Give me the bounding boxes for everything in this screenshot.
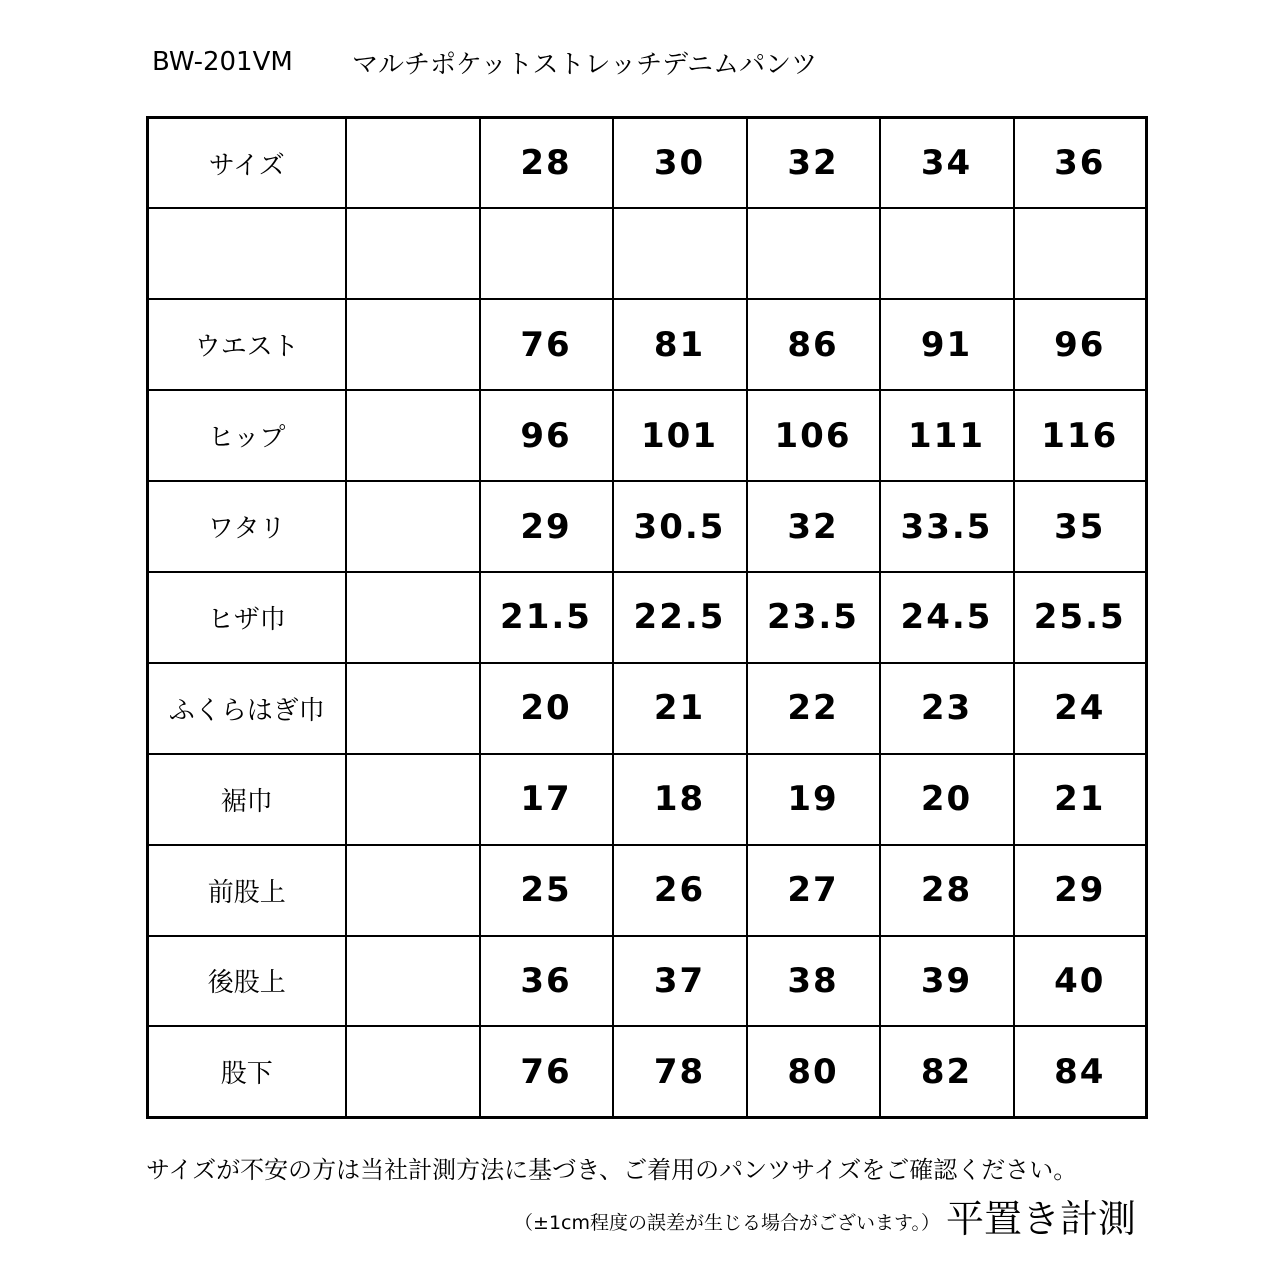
value-cell: 116 bbox=[1014, 390, 1147, 481]
table-row bbox=[148, 936, 1147, 1027]
row-note bbox=[346, 572, 480, 663]
value-cell: 25 bbox=[480, 845, 613, 936]
value-cell: 20 bbox=[480, 663, 613, 754]
value-cell: 29 bbox=[480, 481, 613, 572]
row-note bbox=[346, 299, 480, 390]
value-cell: 111 bbox=[880, 390, 1014, 481]
value-cell: 33.5 bbox=[880, 481, 1014, 572]
row-label: 裾巾 bbox=[148, 754, 346, 845]
value-cell: 80 bbox=[747, 1026, 880, 1117]
value-cell: 19 bbox=[747, 754, 880, 845]
value-cell: 28 bbox=[880, 845, 1014, 936]
footer-line2 bbox=[514, 1188, 1136, 1243]
value-cell: 35 bbox=[1014, 481, 1147, 572]
value-cell: 38 bbox=[747, 936, 880, 1027]
table-row bbox=[148, 845, 1147, 936]
value-cell: 26 bbox=[613, 845, 747, 936]
row-label bbox=[148, 208, 346, 299]
value-cell bbox=[1014, 208, 1147, 299]
value-cell bbox=[480, 208, 613, 299]
value-cell bbox=[613, 208, 747, 299]
size-table-body bbox=[148, 118, 1147, 1118]
table-row bbox=[148, 663, 1147, 754]
tolerance-note: （±1cm程度の誤差が生じる場合がございます。） bbox=[514, 1212, 940, 1234]
value-cell: 27 bbox=[747, 845, 880, 936]
value-cell: 23.5 bbox=[747, 572, 880, 663]
value-cell: 25.5 bbox=[1014, 572, 1147, 663]
row-label: ウエスト bbox=[148, 299, 346, 390]
table-row bbox=[148, 390, 1147, 481]
value-cell: 21 bbox=[613, 663, 747, 754]
row-label: サイズ bbox=[148, 118, 346, 209]
value-cell: 21.5 bbox=[480, 572, 613, 663]
value-cell: 34 bbox=[880, 118, 1014, 209]
row-note bbox=[346, 845, 480, 936]
value-cell: 37 bbox=[613, 936, 747, 1027]
value-cell: 96 bbox=[480, 390, 613, 481]
table-row bbox=[148, 754, 1147, 845]
row-label: ふくらはぎ巾 bbox=[148, 663, 346, 754]
row-label: ヒップ bbox=[148, 390, 346, 481]
table-row bbox=[148, 1026, 1147, 1117]
table-row bbox=[148, 118, 1147, 209]
value-cell: 17 bbox=[480, 754, 613, 845]
value-cell: 84 bbox=[1014, 1026, 1147, 1117]
value-cell: 24 bbox=[1014, 663, 1147, 754]
size-guidance-note: サイズが不安の方は当社計測方法に基づき、ご着用のパンツサイズをご確認ください。 bbox=[146, 1156, 1078, 1184]
size-table bbox=[146, 116, 1148, 1119]
value-cell bbox=[880, 208, 1014, 299]
product-code: BW-201VM bbox=[152, 47, 293, 77]
value-cell: 22 bbox=[747, 663, 880, 754]
value-cell bbox=[747, 208, 880, 299]
value-cell: 32 bbox=[747, 481, 880, 572]
value-cell: 20 bbox=[880, 754, 1014, 845]
row-label: 股下 bbox=[148, 1026, 346, 1117]
page-header bbox=[152, 42, 817, 82]
row-note bbox=[346, 936, 480, 1027]
value-cell: 32 bbox=[747, 118, 880, 209]
row-note bbox=[346, 481, 480, 572]
table-row bbox=[148, 572, 1147, 663]
value-cell: 29 bbox=[1014, 845, 1147, 936]
value-cell: 24.5 bbox=[880, 572, 1014, 663]
value-cell: 30.5 bbox=[613, 481, 747, 572]
row-note bbox=[346, 1026, 480, 1117]
value-cell: 96 bbox=[1014, 299, 1147, 390]
value-cell: 82 bbox=[880, 1026, 1014, 1117]
value-cell: 78 bbox=[613, 1026, 747, 1117]
value-cell: 101 bbox=[613, 390, 747, 481]
value-cell: 28 bbox=[480, 118, 613, 209]
product-name: マルチポケットストレッチデニムパンツ bbox=[352, 49, 818, 80]
value-cell: 86 bbox=[747, 299, 880, 390]
value-cell: 76 bbox=[480, 1026, 613, 1117]
table-row bbox=[148, 481, 1147, 572]
value-cell: 39 bbox=[880, 936, 1014, 1027]
row-note bbox=[346, 390, 480, 481]
row-note bbox=[346, 754, 480, 845]
value-cell: 40 bbox=[1014, 936, 1147, 1027]
value-cell: 81 bbox=[613, 299, 747, 390]
row-note bbox=[346, 118, 480, 209]
row-label: 後股上 bbox=[148, 936, 346, 1027]
row-label: ワタリ bbox=[148, 481, 346, 572]
value-cell: 22.5 bbox=[613, 572, 747, 663]
row-label: ヒザ巾 bbox=[148, 572, 346, 663]
row-note bbox=[346, 208, 480, 299]
value-cell: 76 bbox=[480, 299, 613, 390]
row-note bbox=[346, 663, 480, 754]
value-cell: 23 bbox=[880, 663, 1014, 754]
value-cell: 36 bbox=[1014, 118, 1147, 209]
flat-measurement-label: 平置き計測 bbox=[945, 1197, 1136, 1241]
row-label: 前股上 bbox=[148, 845, 346, 936]
value-cell: 36 bbox=[480, 936, 613, 1027]
table-row bbox=[148, 208, 1147, 299]
table-row bbox=[148, 299, 1147, 390]
value-cell: 91 bbox=[880, 299, 1014, 390]
value-cell: 21 bbox=[1014, 754, 1147, 845]
value-cell: 106 bbox=[747, 390, 880, 481]
value-cell: 18 bbox=[613, 754, 747, 845]
value-cell: 30 bbox=[613, 118, 747, 209]
